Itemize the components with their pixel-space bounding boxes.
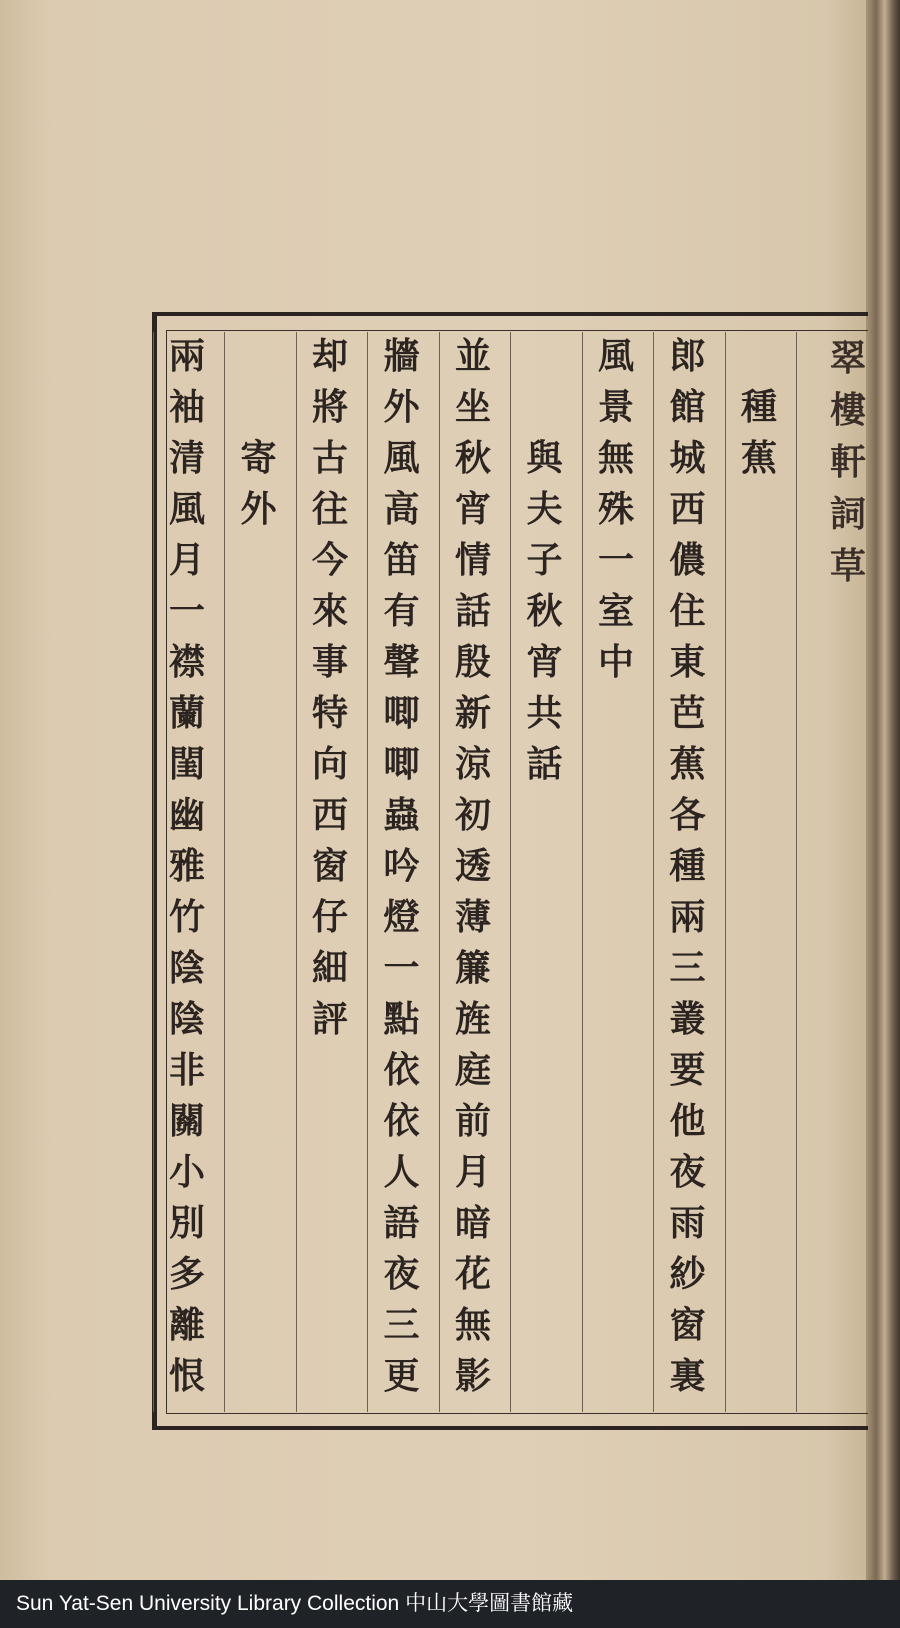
glyph: 種 <box>669 845 706 887</box>
glyph: 話 <box>526 743 563 785</box>
glyph: 唧 <box>383 743 420 785</box>
glyph: 細 <box>311 947 348 989</box>
glyph: 無 <box>454 1304 491 1346</box>
glyph: 無 <box>597 437 634 479</box>
glyph: 蕉 <box>740 437 777 479</box>
glyph: 往 <box>311 488 348 530</box>
glyph: 子 <box>526 539 563 581</box>
glyph: 透 <box>454 845 491 887</box>
glyph: 三 <box>669 947 706 989</box>
glyph: 來 <box>311 590 348 632</box>
glyph: 住 <box>669 590 706 632</box>
glyph: 閨 <box>168 743 205 785</box>
glyph: 夜 <box>669 1151 706 1193</box>
glyph: 將 <box>311 386 348 428</box>
text-column-body-4 <box>371 335 433 1409</box>
glyph: 聲 <box>383 641 420 683</box>
text-column-title-1 <box>728 338 790 491</box>
glyph: 種 <box>740 386 777 428</box>
glyph: 初 <box>454 794 491 836</box>
glyph: 殊 <box>597 488 634 530</box>
book-title-char: 草 <box>830 545 867 587</box>
glyph: 影 <box>454 1355 491 1397</box>
text-column-title-3 <box>228 338 290 542</box>
glyph: 共 <box>526 692 563 734</box>
text-column-title-2 <box>514 338 576 797</box>
text-column-body-1 <box>657 335 719 1409</box>
glyph: 陰 <box>168 998 205 1040</box>
text-column-body-5 <box>299 335 361 1052</box>
glyph: 坐 <box>454 386 491 428</box>
book-title-char: 樓 <box>830 389 867 431</box>
glyph: 中 <box>597 641 634 683</box>
glyph: 涼 <box>454 743 491 785</box>
glyph: 薄 <box>454 896 491 938</box>
glyph: 事 <box>311 641 348 683</box>
glyph: 三 <box>383 1304 420 1346</box>
glyph: 依 <box>383 1100 420 1142</box>
glyph: 燈 <box>383 896 420 938</box>
glyph: 笛 <box>383 539 420 581</box>
glyph: 吟 <box>383 845 420 887</box>
glyph: 芭 <box>669 692 706 734</box>
glyph: 兩 <box>168 335 205 377</box>
glyph: 幽 <box>168 794 205 836</box>
column-rule <box>510 332 511 1412</box>
glyph: 宵 <box>526 641 563 683</box>
glyph: 唧 <box>383 692 420 734</box>
glyph: 西 <box>669 488 706 530</box>
glyph: 却 <box>311 335 348 377</box>
glyph: 秋 <box>454 437 491 479</box>
glyph: 有 <box>383 590 420 632</box>
glyph: 風 <box>383 437 420 479</box>
glyph: 雨 <box>669 1202 706 1244</box>
glyph: 恨 <box>168 1355 205 1397</box>
glyph: 古 <box>311 437 348 479</box>
glyph: 蟲 <box>383 794 420 836</box>
glyph: 外 <box>383 386 420 428</box>
glyph: 雅 <box>168 845 205 887</box>
glyph: 袖 <box>168 386 205 428</box>
glyph: 風 <box>597 335 634 377</box>
glyph: 室 <box>597 590 634 632</box>
glyph: 與 <box>526 437 563 479</box>
book-title-char: 軒 <box>830 441 867 483</box>
glyph: 牆 <box>383 335 420 377</box>
text-column-body-6 <box>156 335 218 1409</box>
glyph: 陰 <box>168 947 205 989</box>
book-spine <box>866 0 900 1580</box>
glyph: 殷 <box>454 641 491 683</box>
glyph: 離 <box>168 1304 205 1346</box>
glyph: 他 <box>669 1100 706 1142</box>
glyph: 今 <box>311 539 348 581</box>
glyph: 多 <box>168 1253 205 1295</box>
glyph: 兩 <box>669 896 706 938</box>
book-title-char: 翠 <box>830 337 867 379</box>
glyph: 郎 <box>669 335 706 377</box>
glyph: 西 <box>311 794 348 836</box>
glyph: 關 <box>168 1100 205 1142</box>
glyph: 一 <box>383 947 420 989</box>
glyph: 宵 <box>454 488 491 530</box>
glyph: 城 <box>669 437 706 479</box>
glyph: 館 <box>669 386 706 428</box>
glyph: 特 <box>311 692 348 734</box>
glyph: 話 <box>454 590 491 632</box>
glyph: 裏 <box>669 1355 706 1397</box>
glyph: 人 <box>383 1151 420 1193</box>
glyph: 蕉 <box>669 743 706 785</box>
glyph: 要 <box>669 1049 706 1091</box>
glyph: 東 <box>669 641 706 683</box>
text-column-body-2 <box>585 335 647 695</box>
column-rule <box>653 332 654 1412</box>
glyph: 簾 <box>454 947 491 989</box>
glyph: 各 <box>669 794 706 836</box>
glyph: 儂 <box>669 539 706 581</box>
glyph: 景 <box>597 386 634 428</box>
glyph: 別 <box>168 1202 205 1244</box>
glyph: 一 <box>597 539 634 581</box>
glyph: 月 <box>454 1151 491 1193</box>
text-column-body-3 <box>442 335 504 1409</box>
column-rule <box>367 332 368 1412</box>
glyph: 一 <box>168 590 205 632</box>
column-rule <box>582 332 583 1412</box>
glyph: 庭 <box>454 1049 491 1091</box>
column-rule <box>796 332 797 1412</box>
glyph: 點 <box>383 998 420 1040</box>
column-rule <box>296 332 297 1412</box>
glyph: 竹 <box>168 896 205 938</box>
glyph: 評 <box>311 998 348 1040</box>
glyph: 更 <box>383 1355 420 1397</box>
glyph: 外 <box>240 488 277 530</box>
glyph: 暗 <box>454 1202 491 1244</box>
glyph: 寄 <box>240 437 277 479</box>
glyph: 高 <box>383 488 420 530</box>
glyph: 依 <box>383 1049 420 1091</box>
column-rule <box>725 332 726 1412</box>
glyph: 清 <box>168 437 205 479</box>
glyph: 向 <box>311 743 348 785</box>
glyph: 夫 <box>526 488 563 530</box>
glyph: 語 <box>383 1202 420 1244</box>
glyph: 仔 <box>311 896 348 938</box>
glyph: 月 <box>168 539 205 581</box>
book-title-strip <box>830 330 868 700</box>
glyph: 蘭 <box>168 692 205 734</box>
glyph: 夜 <box>383 1253 420 1295</box>
glyph: 花 <box>454 1253 491 1295</box>
column-rule <box>224 332 225 1412</box>
glyph: 紗 <box>669 1253 706 1295</box>
column-rule <box>153 332 154 1412</box>
glyph: 窗 <box>311 845 348 887</box>
glyph: 小 <box>168 1151 205 1193</box>
glyph: 窗 <box>669 1304 706 1346</box>
book-title-char: 詞 <box>830 493 867 535</box>
glyph: 並 <box>454 335 491 377</box>
glyph: 風 <box>168 488 205 530</box>
glyph: 秋 <box>526 590 563 632</box>
column-rule <box>439 332 440 1412</box>
glyph: 情 <box>454 539 491 581</box>
glyph: 叢 <box>669 998 706 1040</box>
glyph: 新 <box>454 692 491 734</box>
glyph: 前 <box>454 1100 491 1142</box>
glyph: 襟 <box>168 641 205 683</box>
glyph: 非 <box>168 1049 205 1091</box>
collection-footer: Sun Yat-Sen University Library Collection 中山大學圖書館藏 <box>0 1580 900 1628</box>
glyph: 旌 <box>454 998 491 1040</box>
